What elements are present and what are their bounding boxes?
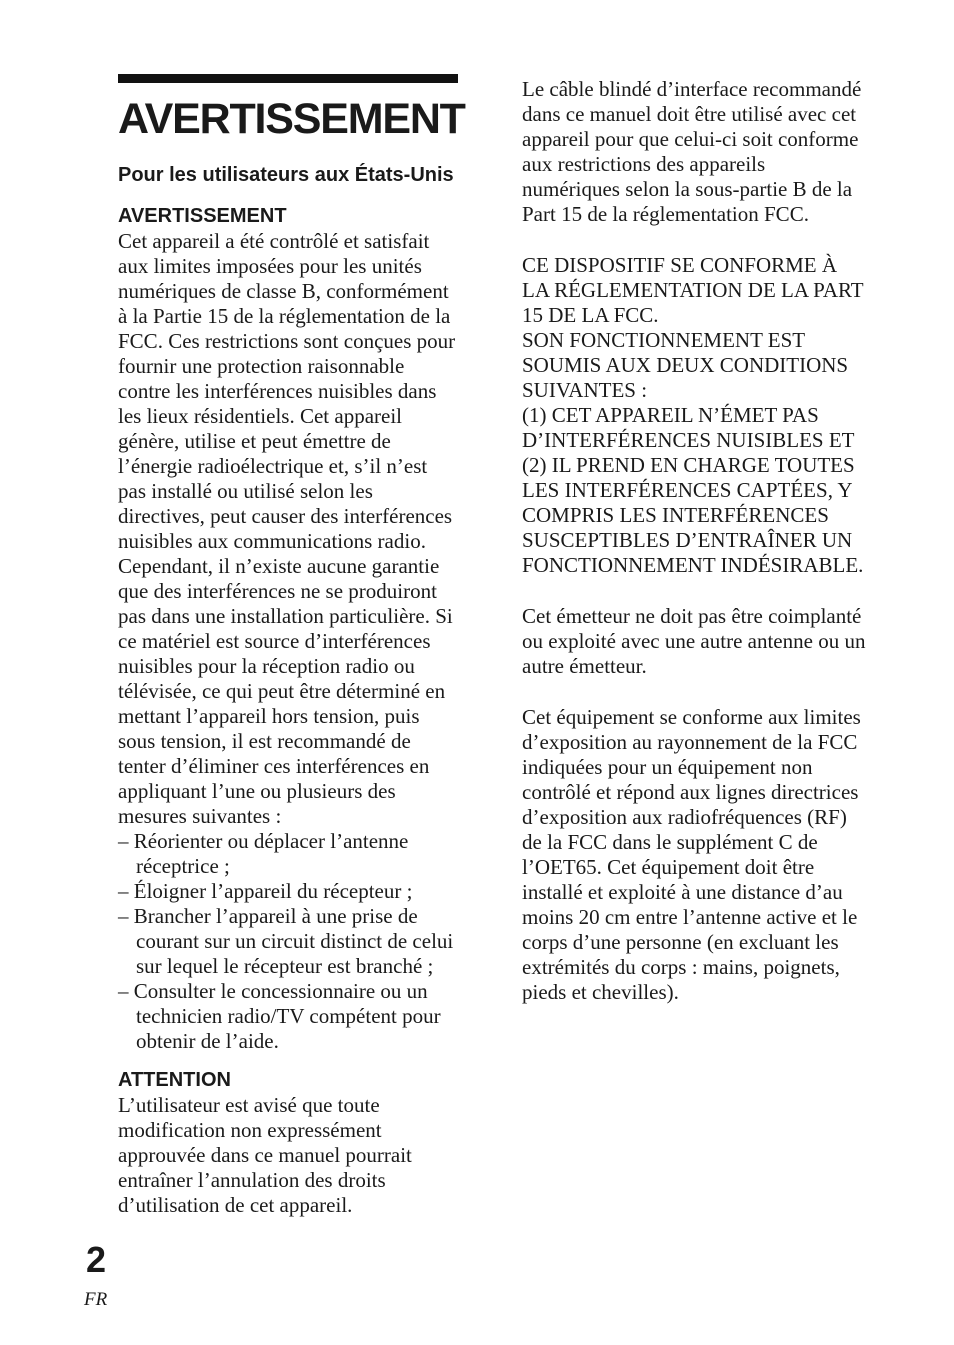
compliance-line: SON FONCTIONNEMENT EST SOUMIS AUX DEUX CONDITIONS SUIVANTES : <box>522 328 849 402</box>
warning-paragraph: Cet appareil a été contrôlé et satisfait aux limites imposées pour les unités numériques de classe B, conformément à la Partie 15 de la réglementation de la FCC. Ces restrictions sont conçues pour fournir une protection raisonnable contre les interférences nuisibles dans les lieux résidentiels. Cet appareil génère, utilise et peut émettre de l’énergie radioélectrique et, s’il n’est pas installé ou utilisé selon les directives, peut causer des interférences nuisibles aux communications radio. Cependant, il n’existe aucune garantie que des interférences ne se produiront pas dans une installation particulière. Si ce matériel est source d’interférences nuisibles pour la réception radio ou télévisée, ce qui peut être déterminé en mettant l’appareil hors tension, puis sous tension, il est recommandé de tenter d’éliminer ces interférences en appliquant l’une ou plusieurs des mesures suivantes : <box>118 229 456 828</box>
colocation-paragraph: Cet émetteur ne doit pas être coimplanté ou exploité avec une autre antenne ou un autre émetteur. <box>522 604 866 678</box>
compliance-line: (1) CET APPAREIL N’ÉMET PAS D’INTERFÉRENCES NUISIBLES ET <box>522 403 855 452</box>
warning-heading: AVERTISSEMENT <box>118 205 287 227</box>
list-item: – Réorienter ou déplacer l’antenne réceptrice ; <box>118 829 409 878</box>
list-item: – Consulter le concessionnaire ou un technicien radio/TV compétent pour obtenir de l’aide. <box>118 979 441 1053</box>
attention-paragraph: L’utilisateur est avisé que toute modification non expressément approuvée dans ce manuel pourrait entraîner l’annulation des droits d’utilisation de cet appareil. <box>118 1093 412 1217</box>
language-code: FR <box>84 1289 108 1310</box>
measures-list <box>118 829 460 1054</box>
compliance-line: CE DISPOSITIF SE CONFORME À LA RÉGLEMENTATION DE LA PART 15 DE LA FCC. <box>522 253 864 327</box>
list-item: – Éloigner l’appareil du récepteur ; <box>118 879 413 903</box>
page-title: AVERTISSEMENT <box>118 95 465 143</box>
section-heading-us-users: Pour les utilisateurs aux États-Unis <box>118 164 454 186</box>
page-number: 2 <box>86 1239 107 1280</box>
title-rule <box>118 74 458 83</box>
compliance-line: (2) IL PREND EN CHARGE TOUTES LES INTERFÉRENCES CAPTÉES, Y COMPRIS LES INTERFÉRENCES SUSCEPTIBLES D’ENTRAÎNER UN FONCTIONNEMENT INDÉSIRABLE. <box>522 453 864 577</box>
right-column <box>522 77 867 1005</box>
left-column <box>118 163 460 1218</box>
cable-paragraph: Le câble blindé d’interface recommandé dans ce manuel doit être utilisé avec cet appareil pour que celui-ci soit conforme aux restrictions des appareils numériques selon la sous-partie B de la Part 15 de la réglementation FCC. <box>522 77 862 226</box>
exposure-paragraph: Cet équipement se conforme aux limites d’exposition au rayonnement de la FCC indiquées pour un équipement non contrôlé et répond aux lignes directrices d’exposition aux radiofréquences (RF) de la FCC dans le supplément C de l’OET65. Cet équipement doit être installé et exploité à une distance d’au moins 20 cm entre l’antenne active et le corps d’une personne (en excluant les extrémités du corps : mains, poignets, pieds et chevilles). <box>522 705 861 1004</box>
compliance-block <box>522 253 867 578</box>
attention-heading: ATTENTION <box>118 1069 231 1091</box>
list-item: – Brancher l’appareil à une prise de courant sur un circuit distinct de celui sur lequel le récepteur est branché ; <box>118 904 454 978</box>
